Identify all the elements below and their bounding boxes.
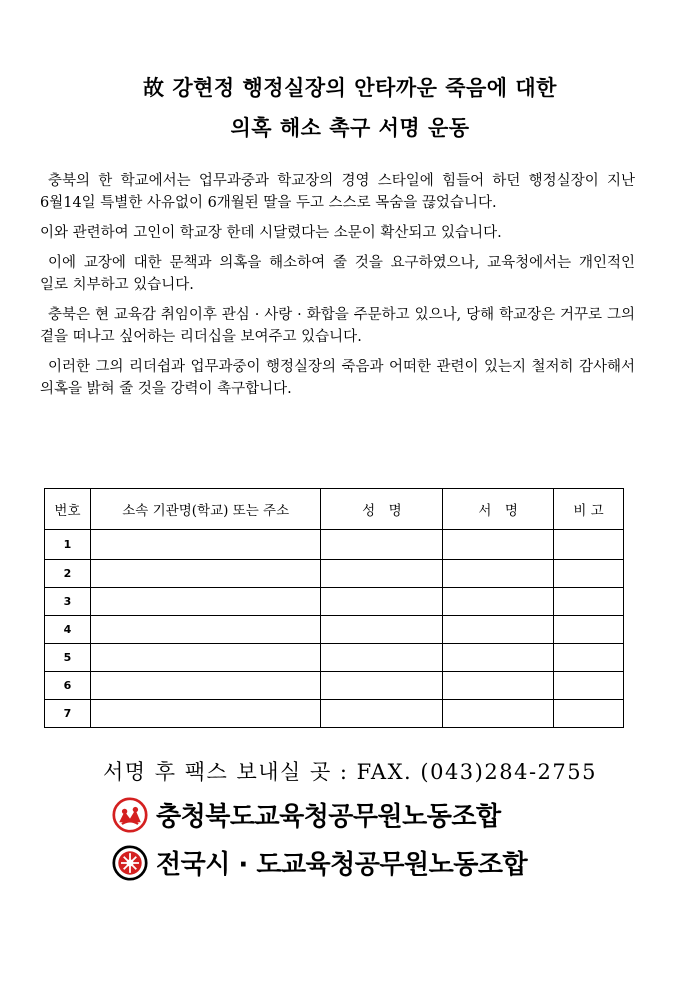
table-row xyxy=(45,700,624,728)
remarks-cell[interactable] xyxy=(554,644,624,672)
row-number: 3 xyxy=(45,588,91,616)
name-cell[interactable] xyxy=(321,700,443,728)
union-logo-icon xyxy=(112,797,148,833)
table-header-row xyxy=(45,489,624,530)
name-cell[interactable] xyxy=(321,530,443,560)
document-title-line1: 故 강현정 행정실장의 안타까운 죽음에 대한 xyxy=(143,76,557,100)
signature-cell[interactable] xyxy=(443,616,554,644)
row-number: 4 xyxy=(45,616,91,644)
petition-body xyxy=(40,170,635,408)
fax-instruction: 서명 후 팩스 보내실 곳 : FAX. (043)284-2755 xyxy=(102,760,597,784)
union-name-chungbuk xyxy=(112,796,501,833)
signature-cell[interactable] xyxy=(443,700,554,728)
signature-cell[interactable] xyxy=(443,672,554,700)
row-number: 6 xyxy=(45,672,91,700)
paragraph: 충북은 현 교육감 취임이후 관심 · 사랑 · 화합을 주문하고 있으나, 당해 학교장은 거꾸로 그의 곁을 떠나고 싶어하는 리더십을 보여주고 있습니다. xyxy=(40,307,635,345)
signature-cell[interactable] xyxy=(443,644,554,672)
remarks-cell[interactable] xyxy=(554,530,624,560)
remarks-cell[interactable] xyxy=(554,588,624,616)
table-row xyxy=(45,672,624,700)
signature-table xyxy=(44,488,624,728)
signature-cell[interactable] xyxy=(443,560,554,588)
row-number: 7 xyxy=(45,700,91,728)
name-cell[interactable] xyxy=(321,644,443,672)
table-row xyxy=(45,560,624,588)
affiliation-cell[interactable] xyxy=(90,588,321,616)
header-signature: 서 명 xyxy=(443,489,554,530)
affiliation-cell[interactable] xyxy=(90,616,321,644)
paragraph: 충북의 한 학교에서는 업무과중과 학교장의 경영 스타일에 힘들어 하던 행정실장이 지난 6월14일 특별한 사유없이 6개월된 딸을 두고 스스로 목숨을 끊었습니다. xyxy=(40,173,635,211)
affiliation-cell[interactable] xyxy=(90,644,321,672)
national-union-logo-icon xyxy=(112,845,148,881)
header-remarks: 비 고 xyxy=(554,489,624,530)
affiliation-cell[interactable] xyxy=(90,672,321,700)
row-number: 5 xyxy=(45,644,91,672)
affiliation-cell[interactable] xyxy=(90,560,321,588)
row-number: 2 xyxy=(45,560,91,588)
name-cell[interactable] xyxy=(321,672,443,700)
document-title-line2: 의혹 해소 촉구 서명 운동 xyxy=(230,116,470,140)
paragraph: 이에 교장에 대한 문책과 의혹을 해소하여 줄 것을 요구하였으나, 교육청에서는 개인적인 일로 치부하고 있습니다. xyxy=(40,255,635,293)
table-row xyxy=(45,644,624,672)
table-row xyxy=(45,616,624,644)
national-union-name-text: 전국시 · 도교육청공무원노동조합 xyxy=(156,850,528,880)
name-cell[interactable] xyxy=(321,616,443,644)
remarks-cell[interactable] xyxy=(554,616,624,644)
remarks-cell[interactable] xyxy=(554,700,624,728)
name-cell[interactable] xyxy=(321,560,443,588)
affiliation-cell[interactable] xyxy=(90,700,321,728)
affiliation-cell[interactable] xyxy=(90,530,321,560)
remarks-cell[interactable] xyxy=(554,560,624,588)
table-row xyxy=(45,530,624,560)
name-cell[interactable] xyxy=(321,588,443,616)
header-number: 번호 xyxy=(45,489,91,530)
table-row xyxy=(45,588,624,616)
union-name-national xyxy=(112,844,527,881)
header-affiliation: 소속 기관명(학교) 또는 주소 xyxy=(90,489,321,530)
union-name-text: 충청북도교육청공무원노동조합 xyxy=(156,802,501,832)
remarks-cell[interactable] xyxy=(554,672,624,700)
paragraph: 이와 관련하여 고인이 학교장 한데 시달렸다는 소문이 확산되고 있습니다. xyxy=(40,225,502,241)
signature-cell[interactable] xyxy=(443,588,554,616)
header-name: 성 명 xyxy=(321,489,443,530)
signature-cell[interactable] xyxy=(443,530,554,560)
paragraph: 이러한 그의 리더쉽과 업무과중이 행정실장의 죽음과 어떠한 관련이 있는지 철저히 감사해서 의혹을 밝혀 줄 것을 강력이 촉구합니다. xyxy=(40,359,635,397)
row-number: 1 xyxy=(45,530,91,560)
